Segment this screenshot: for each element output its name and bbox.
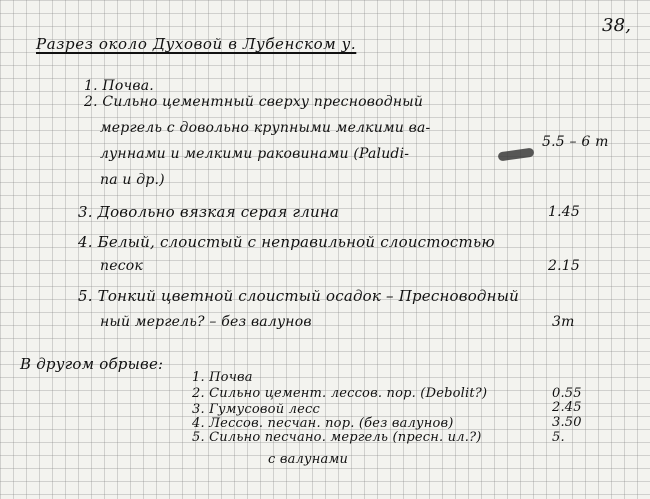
section2-label: В другом обрыве: [20,355,164,373]
section1-depth-5: 3m [552,314,575,330]
ink-smudge [498,148,535,162]
section1-line-8: песок [100,258,143,274]
section2-line-5: 5. Сильно песчано. мергель (пресн. ил.?) [192,430,482,445]
section2-depth-3: 2.45 [552,400,582,415]
section2-line-2: 2. Сильно цемент. лессов. пор. (Debolit?) [192,386,488,401]
section1-line-7: 4. Белый, слоистый с неправильной слоистостью [78,233,495,251]
section1-depth-2: 5.5 – 6 m [542,134,609,150]
section1-line-1: 1. Почва. [84,78,154,94]
section1-line-3: мергель с довольно крупными мелкими ва- [100,120,431,136]
section1-line-2: 2. Сильно цементный сверху пресноводный [84,94,424,110]
section2-depth-2: 0.55 [552,386,582,401]
page-number: 38, [602,15,632,36]
section2-depth-5: 5. [552,430,565,445]
section2-depth-4: 3.50 [552,415,582,430]
section2-line-3: 3. Гумусовой лесс [192,402,320,417]
section2-line-1: 1. Почва [192,370,253,385]
section2-line-4: 4. Лессов. песчан. пор. (без валунов) [192,416,454,431]
section1-line-6: 3. Довольно вязкая серая глина [78,203,340,221]
page-title: Разрез около Духовой в Лубенском у. [36,35,357,53]
section1-line-5: na и др.) [100,172,165,188]
section1-line-9: 5. Тонкий цветной слоистый осадок – Пресноводный [78,287,519,305]
section1-depth-3: 1.45 [548,204,580,220]
section1-line-4: луннами и мелкими раковинами (Paludi- [100,146,410,162]
section1-depth-4: 2.15 [548,258,580,274]
section1-line-10: ный мергель? – без валунов [100,314,312,330]
footer-note: с валунами [268,452,349,467]
